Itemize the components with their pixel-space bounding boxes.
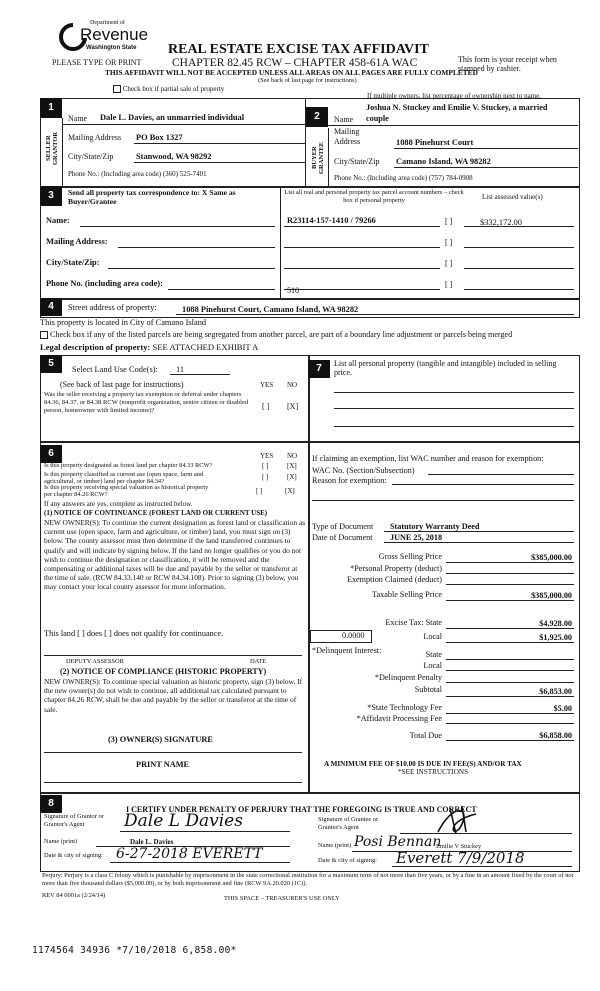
parcel-checkbox-4[interactable]: [ ] <box>445 280 453 289</box>
notice-continuance-title: (1) NOTICE OF CONTINUANCE (FOREST LAND OR CURRENT USE) <box>44 509 268 517</box>
s6-question-3b: per chapter 84.26 RCW? <box>44 491 108 498</box>
correspondence-phone-label: Phone No. (including area code): <box>46 279 163 288</box>
s5-no-header: NO <box>287 381 298 389</box>
grantor-name-label: Name (print) <box>44 838 78 845</box>
correspondence-mail-label: Mailing Address: <box>46 237 108 246</box>
buyer-mail-label-1: Mailing <box>334 127 360 136</box>
notice-compliance-text: NEW OWNER(S): To continue special valuation as historic property, sign (3) below. If the new owner(s) do not wish to continue, all additional tax calculated pursuant to chapter 84.26 RCW, shall be due and payable by the seller or transferor at the time of sale. <box>44 677 303 714</box>
grantor-signature[interactable]: Dale L Davies <box>124 811 243 831</box>
section-1-number: 1 <box>40 98 62 118</box>
parcel-checkbox-2[interactable]: [ ] <box>445 238 453 247</box>
buyer-city-label: City/State/Zip <box>334 157 380 166</box>
correspondence-name-label: Name: <box>46 216 70 225</box>
receipt-note: This form is your receipt when stamped by cashier. <box>458 55 557 73</box>
tech-fee-amount[interactable]: $5.00 <box>553 704 572 713</box>
see-back-note: (See back of last page for instructions) <box>258 77 357 84</box>
grantor-date-city[interactable]: 6-27-2018 EVERETT <box>116 846 263 862</box>
seller-mail[interactable]: PO Box 1327 <box>136 133 183 142</box>
buyer-mail[interactable]: 1088 Pinehurst Court <box>396 138 474 147</box>
s6-question-3a: Is this property receiving special valuation as historical property <box>44 484 209 491</box>
wac-label: WAC No. (Section/Subsection) <box>312 466 415 475</box>
subtotal-label: Subtotal <box>414 685 442 694</box>
subtotal-amount[interactable]: $6,853.00 <box>539 687 572 696</box>
notice-compliance-title: (2) NOTICE OF COMPLIANCE (HISTORIC PROPERTY) <box>60 667 267 676</box>
s6-q2-yes[interactable]: [ ] <box>262 473 269 481</box>
reason-label: Reason for exemption: <box>312 476 387 485</box>
land-qualify-line[interactable]: This land [ ] does [ ] does not qualify for continuance. <box>44 629 224 638</box>
s6-q1-yes[interactable]: [ ] <box>262 462 269 470</box>
seller-name[interactable]: Dale L. Davies, an unmarried individual <box>100 113 245 122</box>
delinquent-interest-label: *Delinquent Interest: <box>312 646 382 655</box>
buyer-city[interactable]: Camano Island, WA 98282 <box>396 157 491 166</box>
form-subtitle: CHAPTER 82.45 RCW – CHAPTER 458-61A WAC <box>172 57 418 69</box>
doc-date[interactable]: JUNE 25, 2018 <box>390 533 443 542</box>
seller-mail-label: Mailing Address <box>68 133 122 142</box>
delinquent-state-label: State <box>425 650 442 659</box>
doc-date-label: Date of Document <box>312 533 373 542</box>
deputy-assessor-label: DEPUTY ASSESSOR <box>66 658 124 665</box>
partial-sale-checkbox[interactable]: Check box if partial sale of property <box>113 85 224 93</box>
parcel-number[interactable]: R23114-157-1410 / 79266 <box>287 216 376 225</box>
s6-yes-header: YES <box>260 452 274 460</box>
doc-type-label: Type of Document <box>312 522 374 531</box>
certify-text: I CERTIFY UNDER PENALTY OF PERJURY THAT THE FOREGOING IS TRUE AND CORRECT <box>126 805 477 814</box>
s6-if-yes: If any answers are yes, complete as instructed below. <box>44 500 193 508</box>
legal-description: Legal description of property: SEE ATTACHED EXHIBIT A <box>40 342 259 352</box>
grantor-sig-label: Signature of Grantor or Grantor's Agent <box>44 813 104 828</box>
penalty-label: *Delinquent Penalty <box>374 673 442 682</box>
section-6-number: 6 <box>40 445 62 463</box>
section-5-number: 5 <box>40 355 62 373</box>
section-2-number: 2 <box>306 107 328 127</box>
excise-state-label: Excise Tax: State <box>385 618 442 627</box>
send-correspondence-label: Send all property tax correspondence to: X Same as Buyer/Grantee <box>68 188 236 206</box>
seller-name-label: Name <box>68 114 88 123</box>
receipt-stamp: 1174564 34936 *7/10/2018 6,858.00* <box>32 945 237 956</box>
buyer-mail-label-2: Address <box>334 137 361 146</box>
total-amount[interactable]: $6,858.00 <box>539 731 572 740</box>
excise-local-label: Local <box>423 632 442 641</box>
city-location: This property is located in City of Camano Island <box>40 318 207 327</box>
dept-top: Department of <box>90 20 125 26</box>
parcel-checkbox-1[interactable]: [ ] <box>445 217 453 226</box>
exemption-claim-text: If claiming an exemption, list WAC number and reason for exemption: <box>312 454 544 463</box>
segregated-checkbox[interactable]: Check box if any of the listed parcels are being segregated from another parcel, are part of a boundary line adjustment or parcels being merged <box>40 330 512 339</box>
print-name-label: PRINT NAME <box>136 760 190 769</box>
form-title: REAL ESTATE EXCISE TAX AFFIDAVIT <box>168 42 429 57</box>
exemption-question: Was the seller receiving a property tax exemption or deferral under chapters 84.36, 84.37, or 84.38 RCW (nonprofit organization, senior citizen or disabled person, homeowner with limited income)? <box>44 391 249 414</box>
grantee-name-label: Name (print) <box>318 842 352 849</box>
delinquent-local-label: Local <box>423 661 442 670</box>
s6-q3-yes[interactable]: [ ] <box>256 487 263 495</box>
s6-q3-no[interactable]: [X] <box>285 487 295 495</box>
s6-no-header: NO <box>287 452 298 460</box>
deputy-date-label: DATE <box>250 658 267 665</box>
assessed-value[interactable]: $332,172.00 <box>480 218 522 227</box>
multiple-owners-note: If multiple owners, list percentage of ownership next to name. <box>367 92 541 100</box>
buyer-name-line-2[interactable]: couple <box>366 114 389 123</box>
section-3-number: 3 <box>40 186 62 206</box>
s6-question-2a: Is this property classified as current use (open space, farm and <box>44 471 204 478</box>
taxable-label: Taxable Selling Price <box>372 590 442 599</box>
minimum-fee-note: A MINIMUM FEE OF $10.00 IS DUE IN FEE(S) AND/OR TAX <box>324 760 522 768</box>
land-use-label: Select Land Use Code(s): <box>72 365 158 374</box>
parcel-checkbox-3[interactable]: [ ] <box>445 259 453 268</box>
correspondence-city-label: City/State/Zip: <box>46 258 100 267</box>
affidavit-fee-label: *Affidavit Processing Fee <box>356 714 442 723</box>
s5-answer-yes[interactable]: [ ] <box>262 402 270 411</box>
taxable-amount[interactable]: $385,000.00 <box>531 591 572 600</box>
tech-fee-label: *State Technology Fee <box>367 703 442 712</box>
see-instructions-note: *SEE INSTRUCTIONS <box>398 768 469 776</box>
s5-answer-no[interactable]: [X] <box>287 402 299 411</box>
personal-property-label: *Personal Property (deduct) <box>350 564 442 573</box>
s6-q1-no[interactable]: [X] <box>287 462 297 470</box>
grantor-name[interactable]: Dale L. Davies <box>130 838 174 846</box>
gross-label: Gross Selling Price <box>378 552 442 561</box>
owner-signature-label: (3) OWNER(S) SIGNATURE <box>108 735 213 744</box>
total-label: Total Due <box>409 731 442 740</box>
buyer-side-label: BUYER GRANTEE <box>311 141 325 174</box>
street-address[interactable]: 1088 Pinehurst Court, Camano Island, WA 98282 <box>182 305 359 314</box>
treasurer-note: THIS SPACE – TREASURER'S USE ONLY <box>224 895 340 902</box>
grantee-date-city[interactable]: Everett 7/9/2018 <box>396 849 525 867</box>
seller-city-label: City/State/Zip <box>68 152 114 161</box>
excise-local-amount[interactable]: $1,925.00 <box>539 633 572 642</box>
local-rate[interactable]: 0.0000 <box>342 631 365 640</box>
land-use-code[interactable]: 11 <box>176 365 185 374</box>
grantor-date-label: Date & city of signing: <box>44 852 103 859</box>
seller-side-label: SELLER GRANTOR <box>45 131 59 166</box>
seller-city[interactable]: Stanwood, WA 98292 <box>136 152 212 161</box>
grantee-name-typed: Emilie V Stuckey <box>436 843 482 850</box>
parcel-header: List all real and personal property tax parcel account numbers – check box if personal property <box>284 189 464 204</box>
street-label: Street address of property: <box>68 303 157 312</box>
buyer-phone[interactable]: Phone No.: (Including area code) (757) 784-0908 <box>334 174 473 182</box>
seller-phone[interactable]: Phone No.: (Including area code) (360) 525-7401 <box>68 170 207 178</box>
gross-amount[interactable]: $385,000.00 <box>531 553 572 562</box>
land-use-see-back: (See back of last page for instructions) <box>60 380 184 389</box>
exemption-claimed-label: Exemption Claimed (deduct) <box>346 575 442 584</box>
warning-text: THIS AFFIDAVIT WILL NOT BE ACCEPTED UNLESS ALL AREAS ON ALL PAGES ARE FULLY COMPLETED <box>105 68 478 77</box>
excise-state-amount[interactable]: $4,928.00 <box>539 619 572 628</box>
buyer-name-label: Name <box>334 115 354 124</box>
grantee-name-handwritten[interactable]: Posi Bennan <box>354 834 442 850</box>
section-7-number: 7 <box>308 360 330 378</box>
section-8-number: 8 <box>40 795 62 813</box>
parcel-code: 510 <box>287 286 299 295</box>
dept-main: Revenue <box>80 25 149 44</box>
s6-question-1: Is this property designated as forest land per chapter 84.33 RCW? <box>44 462 213 469</box>
personal-property-text: List all personal property (tangible and intangible) included in selling price. <box>334 359 557 377</box>
notice-continuance-text: NEW OWNER(S): To continue the current designation as forest land or classification as current use (open space, farm and agriculture, or timber) land, you must sign on (3) below. The county assessor must then determine if the land transferred continues to qualify and will indicate by signing below. If the land no longer qualifies or you do not wish to continue the designation or classification, it will be removed and the compensating or additional taxes will be due and payable by the seller or transferor at the time of sale. (RCW 84.33.140 or RCW 84.34.108). Prior to signing (3) below, you may contact your local county assessor for more information. <box>44 518 306 592</box>
s6-question-2b: agricultural, or timber) land per chapter 84.34? <box>44 478 164 485</box>
assessed-header: List assessed value(s) <box>482 193 543 201</box>
type-print-note: PLEASE TYPE OR PRINT <box>52 58 142 67</box>
dor-logo <box>58 20 148 56</box>
form-revision: REV 84 0001a (2/24/14) <box>42 892 106 899</box>
grantee-date-label: Date & city of signing: <box>318 857 377 864</box>
s5-yes-header: YES <box>260 381 274 389</box>
section-4-number: 4 <box>40 298 62 316</box>
dept-state: Washington State <box>86 45 137 51</box>
buyer-name-line-1[interactable]: Joshua N. Stuckey and Emilie V. Stuckey, a married <box>366 103 548 112</box>
s6-q2-no[interactable]: [X] <box>287 473 297 481</box>
doc-type[interactable]: Statutory Warranty Deed <box>390 522 480 531</box>
grantee-sig-label: Signature of Grantee or Grantee's Agent <box>318 816 379 831</box>
perjury-notice: Perjury: Perjury is a class C felony which is punishable by imprisonment in the state correctional institution for a maximum term of not more than five years, or by a fine in an amount fixed by the court of not more than five thousand dollars ($5,000.00), or by both imprisonment and fine (RCW 9A.20.020 (1C)). <box>42 872 574 887</box>
